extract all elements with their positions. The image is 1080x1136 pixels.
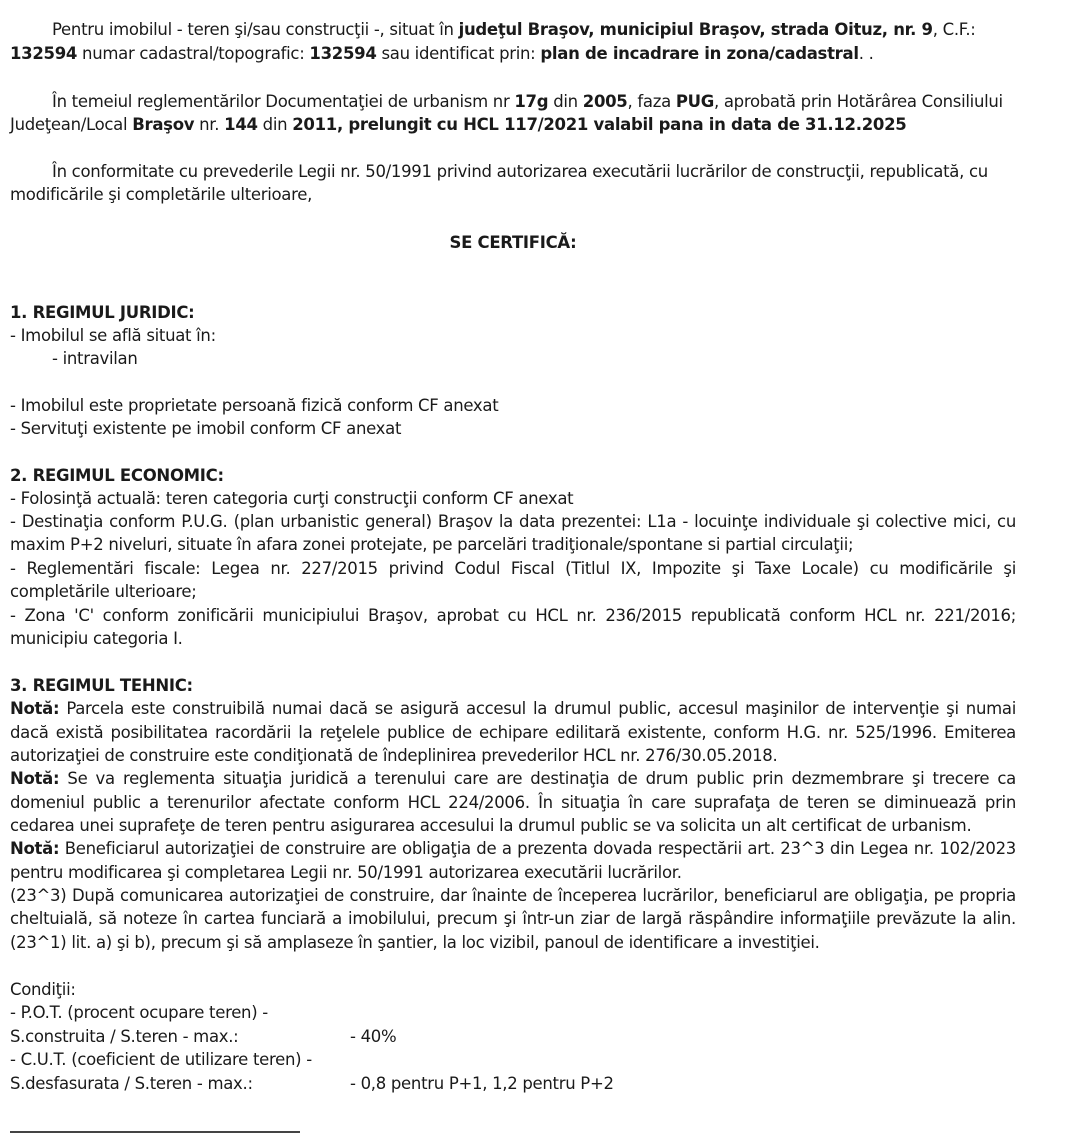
nota-2-line-1 [10, 768, 1016, 790]
regim-economic-line-6: - Zona 'C' conform zonificării municipiului Braşov, aprobat cu HCL nr. 236/2015 republicată conform HCL nr. 221/2016; [10, 606, 1016, 625]
regim-economic-line-4: - Reglementări fiscale: Legea nr. 227/2015 privind Codul Fiscal (Titlul IX, Impozite şi Taxe Locale) cu modificările şi [10, 559, 1016, 578]
regim-economic-title: 2. REGIMUL ECONOMIC: [10, 466, 224, 485]
nota-3-line-1 [10, 838, 1016, 860]
bold-text-segment: 2005 [582, 92, 628, 111]
nota-1-line-1 [10, 698, 1016, 720]
regim-economic-line-7: municipiu categoria I. [10, 629, 183, 648]
regim-juridic-line-4: - Servituţi existente pe imobil conform CF anexat [10, 419, 402, 438]
conditii-title: Condiţii: [10, 980, 76, 999]
text-segment: , aprobată prin Hotărârea Consiliului [713, 92, 1003, 111]
text-segment: din [548, 92, 583, 111]
regim-economic-line-1: - Folosinţă actuală: teren categoria curţi construcţii conform CF anexat [10, 489, 574, 508]
nota-3-text: Beneficiarul autorizaţiei de construire are obligaţia de a prezenta dovada respectării art. 23^3 din Legea nr. 102/2023 [59, 839, 1016, 858]
bold-text-segment: PUG [675, 92, 714, 111]
regim-juridic-line-3: - Imobilul este proprietate persoană fizică conform CF anexat [10, 396, 499, 415]
nota-3-label: Notă: [10, 839, 60, 858]
nota-2-line-2: domeniul public a terenurilor afectate conform HCL 224/2006. În situaţia în care suprafaţa de teren se diminuează prin [10, 793, 1016, 812]
bold-text-segment: 132594 [10, 44, 78, 63]
regim-economic-line-5: completările ulterioare; [10, 582, 197, 601]
regim-juridic-title: 1. REGIMUL JURIDIC: [10, 303, 195, 322]
bold-text-segment: judeţul Braşov, municipiul Braşov, strada Oituz, nr. 9 [458, 20, 933, 39]
temei-line-2 [10, 114, 906, 136]
text-segment: Judeţean/Local [10, 115, 133, 134]
bold-text-segment: Braşov [132, 115, 195, 134]
temei-line-1 [52, 91, 1003, 113]
nota-1-line-2: dacă există posibilitatea racordării la reţelele publice de echipare edilitară existente, conform H.G. nr. 525/1996. Emiterea [10, 723, 1016, 742]
bold-text-segment: 132594 [309, 44, 377, 63]
regim-tehnic-title: 3. REGIMUL TEHNIC: [10, 676, 193, 695]
art-23-3-line-3: (23^1) lit. a) şi b), precum şi să amplaseze în şantier, la loc vizibil, panoul de identificare a investiţiei. [10, 933, 820, 952]
bold-text-segment: 2011, prelungit cu HCL 117/2021 valabil pana in data de 31.12.2025 [292, 115, 907, 134]
se-certifica-heading: SE CERTIFICĂ: [449, 233, 577, 252]
text-segment: sau identificat prin: [376, 44, 541, 63]
text-segment: din [257, 115, 293, 134]
cut-label: - C.U.T. (coeficient de utilizare teren) - [10, 1050, 312, 1069]
nota-2-label: Notă: [10, 769, 60, 788]
art-23-3-line-2: cheltuială, să noteze în cartea funciară a imobilului, precum şi într-un ziar de largă răspândire informaţiile prevăzute la alin. [10, 909, 1016, 928]
cut-value: - 0,8 pentru P+1, 1,2 pentru P+2 [350, 1074, 614, 1093]
text-segment: nr. [194, 115, 225, 134]
bold-text-segment: plan de incadrare in zona/cadastral [540, 44, 859, 63]
bottom-divider [10, 1131, 300, 1133]
nota-1-label: Notă: [10, 699, 60, 718]
cut-formula: S.desfasurata / S.teren - max.: [10, 1074, 253, 1093]
conformitate-line-1: În conformitate cu prevederile Legii nr. 50/1991 privind autorizarea executării lucrărilor de construcţii, republicată, cu [52, 162, 988, 181]
regim-economic-line-3: maxim P+2 niveluri, situate în afara zonei protejate, pe parcelări tradiţionale/spontane si partial circulaţii; [10, 535, 854, 554]
regim-economic-line-2: - Destinaţia conform P.U.G. (plan urbanistic general) Braşov la data prezentei: L1a - locuinţe individuale şi colective mici, cu [10, 512, 1016, 531]
text-segment: În temeiul reglementărilor Documentaţiei de urbanism nr [52, 92, 515, 111]
pot-label: - P.O.T. (procent ocupare teren) - [10, 1003, 268, 1022]
pot-formula: S.construita / S.teren - max.: [10, 1027, 239, 1046]
nota-1-line-3: autorizaţiei de construire este condiţionată de îndeplinirea prevederilor HCL nr. 276/30.05.2018. [10, 746, 778, 765]
text-segment: numar cadastral/topografic: [77, 44, 310, 63]
bold-text-segment: 17g [514, 92, 549, 111]
regim-juridic-line-1: - Imobilul se află situat în: [10, 326, 216, 345]
intro-line-2 [10, 43, 874, 65]
intro-line-1 [52, 19, 976, 41]
text-segment: , C.F.: [932, 20, 976, 39]
nota-2-text: Se va reglementa situaţia juridică a terenului care are destinaţia de drum public prin dezmembrare şi trecere ca [59, 769, 1016, 788]
bold-text-segment: 144 [224, 115, 258, 134]
pot-value: - 40% [350, 1027, 397, 1046]
nota-1-text: Parcela este construibilă numai dacă se asigură accesul la drumul public, accesul maşinilor de intervenţie şi numai [59, 699, 1016, 718]
nota-2-line-3: cedarea unei suprafeţe de teren pentru asigurarea accesului la drumul public se va solicita un alt certificat de urbanism. [10, 816, 972, 835]
conformitate-line-2: modificările şi completările ulterioare, [10, 185, 313, 204]
nota-3-line-2: pentru modificarea şi completarea Legii nr. 50/1991 autorizarea executării lucrărilor. [10, 863, 682, 882]
text-segment: , faza [627, 92, 676, 111]
art-23-3-line-1: (23^3) După comunicarea autorizaţiei de construire, dar înainte de începerea lucrărilor, beneficiarul are obligaţia, pe propria [10, 886, 1016, 905]
text-segment: Pentru imobilul - teren şi/sau construcţii -, situat în [52, 20, 459, 39]
text-segment: . . [858, 44, 874, 63]
regim-juridic-line-2: - intravilan [52, 349, 138, 368]
